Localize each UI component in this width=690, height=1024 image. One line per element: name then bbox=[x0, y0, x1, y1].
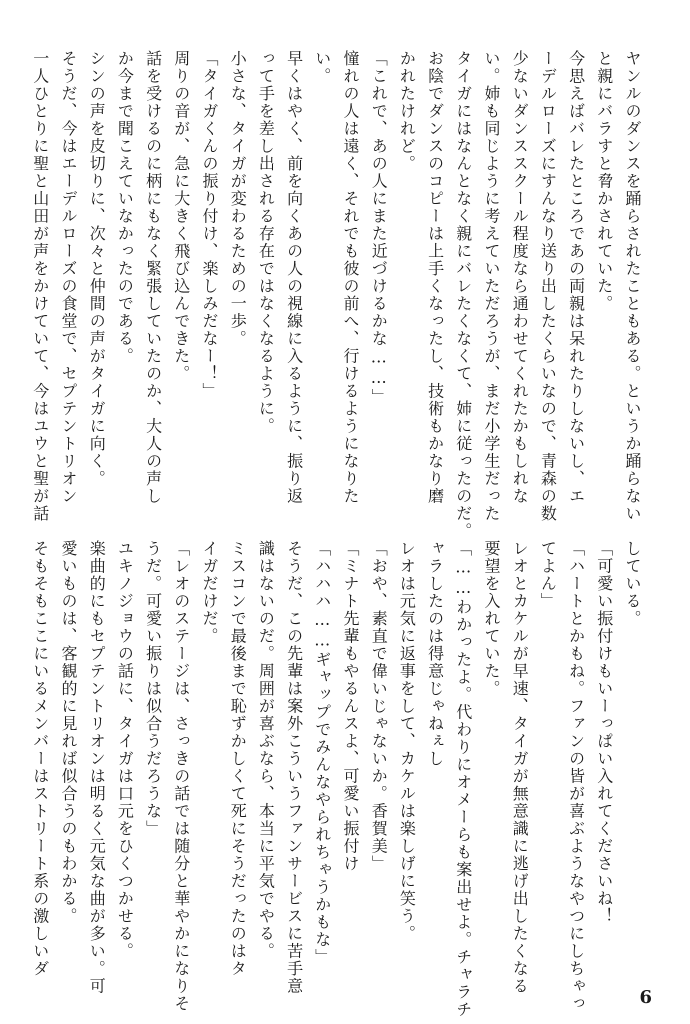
page-number: 6 bbox=[639, 987, 652, 1008]
text-column: 「タイガくんの振り付け、楽しみだなー！」 bbox=[200, 50, 219, 400]
text-column: ーデルローズにすんなり送り出したくらいなので、青森の数 bbox=[538, 50, 558, 523]
text-column: か今まで聞こえていなかったのである。 bbox=[115, 50, 135, 365]
text-column: そうだ、今はエーデルローズの食堂で、セプテントリオン bbox=[59, 50, 78, 505]
text-column: い。姉も同じように考えていただろうが、まだ小学生だった bbox=[482, 50, 501, 523]
text-column: 早くはやく、前を向くあの人の視線に入るように、振り返 bbox=[284, 50, 304, 505]
text-column: って手を差し出される存在ではなくなるように。 bbox=[256, 50, 276, 435]
text-column: 周りの音が、急に大きく飛び込んできた。 bbox=[171, 50, 191, 383]
text-column: 「可愛い振付けもいーっぱい入れてくださいね！ bbox=[594, 540, 614, 925]
text-column: レオとカケルが早速、タイガが無意識に逃げ出したくなる bbox=[510, 540, 530, 995]
text-column: 要望を入れていた。 bbox=[482, 540, 501, 698]
text-column: お陰でダンスのコピーは上手くなったし、技術もかなり磨 bbox=[425, 50, 445, 505]
text-column: タイガにはなんとなく親にバレたくなくて、姉に従ったのだ。 bbox=[453, 50, 473, 540]
text-column: 「ハートとかもね。ファンの皆が喜ぶようなやつにしちゃっ bbox=[566, 540, 586, 1013]
text-column: 識はないのだ。周囲が喜ぶなら、本当に平気でやる。 bbox=[256, 540, 276, 960]
text-column: そもそもここにいるメンバーはストリート系の激しいダ bbox=[30, 540, 50, 978]
text-column: 愛いものは、客観的に見れば似合うのもわかる。 bbox=[59, 540, 78, 925]
text-column: レオは元気に返事をして、カケルは楽しげに笑う。 bbox=[397, 540, 417, 943]
text-column: てよん」 bbox=[538, 540, 558, 610]
text-column: 「ハハハ……ギャップでみんなやられちゃうかもな」 bbox=[312, 540, 332, 966]
text-column: うだ。可愛い振りは似合うだろうな」 bbox=[143, 540, 163, 838]
text-column: 少ないダンススクール程度なら通わせてくれたかもしれな bbox=[510, 50, 530, 505]
text-column: 今思えばバレたところであの両親は呆れたりしないし、エ bbox=[566, 50, 586, 505]
text-column: 憧れの人は遠く、それでも彼の前へ、行けるようになりた bbox=[341, 50, 360, 505]
text-column: ヤンルのダンスを踊らされたこともある。というか踊らない bbox=[623, 50, 642, 523]
text-column: ミスコンで最後まで恥ずかしくて死にそうだったのはタ bbox=[228, 540, 248, 978]
text-column: 話を受けるのに柄にもなく緊張していたのか、大人の声し bbox=[143, 50, 163, 505]
text-column: と親にバラすと脅かされていた。 bbox=[594, 50, 614, 313]
text-column: イガだけだ。 bbox=[200, 540, 219, 645]
text-column: 一人ひとりに聖と山田が声をかけていて、今はユウと聖が話 bbox=[30, 50, 50, 523]
text-column: い。 bbox=[312, 50, 332, 85]
text-column: ユキノジョウの話に、タイガは口元をひくつかせる。 bbox=[115, 540, 135, 960]
text-column: かれたけれど。 bbox=[397, 50, 417, 173]
text-column: ャラしたのは得意じゃねぇし bbox=[425, 540, 445, 768]
text-column: 「……わかったよ。代わりにオメーらも案出せよ。チャラチ bbox=[453, 540, 473, 1019]
text-column: 小さな、タイガが変わるための一歩。 bbox=[228, 50, 248, 348]
text-column: 「ミナト先輩もやるんスよ、可愛い振付け bbox=[341, 540, 360, 873]
text-column: している。 bbox=[623, 540, 642, 628]
text-column: 「これで、あの人にまた近づけるかな……」 bbox=[369, 50, 389, 406]
text-column: 「おや、素直で偉いじゃないか。香賀美」 bbox=[369, 540, 389, 873]
text-column: そうだ、この先輩は案外こういうファンサービスに苦手意 bbox=[284, 540, 304, 995]
text-column: 「レオのステージは、さっきの話では随分と華やかになりそ bbox=[171, 540, 191, 1013]
text-column: シンの声を皮切りに、次々と仲間の声がタイガに向く。 bbox=[87, 50, 107, 488]
text-column: 楽曲的にもセプテントリオンは明るく元気な曲が多い。可 bbox=[87, 540, 107, 995]
